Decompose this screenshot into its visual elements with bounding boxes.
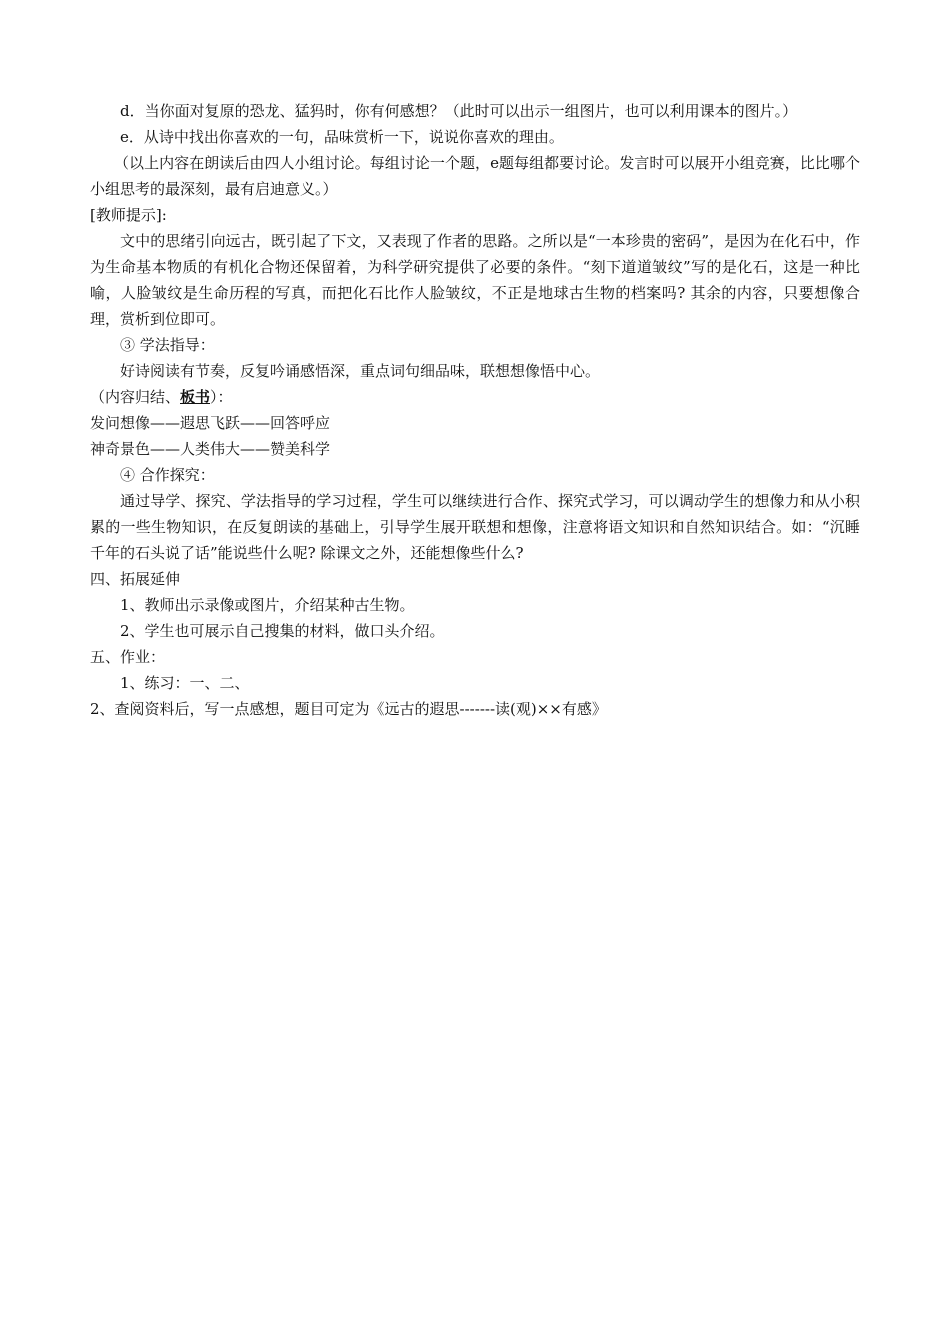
coop-label: ④ 合作探究：: [120, 466, 215, 484]
summary-prefix: （内容归结、: [90, 388, 181, 406]
summary-suffix: ）：: [210, 388, 233, 406]
teacher-tip-body: 文中的思绪引向远古，既引起了下文，又表现了作者的思路。之所以是“一本珍贵的密码”，是因为在化石中，作为生命基本物质的有机化合物还保留着，为科学研究提供了必要的条件。“刻下道道皱纹”写的是化石，这是一种比喻，人脸皱纹是生命历程的写真，而把化石比作人脸皱纹，不正是地球古生物的档案吗? 其余的内容，只要想像合理，赏析到位即可。: [90, 232, 860, 328]
summary-line-2: 神奇景色——人类伟大——赞美科学: [90, 440, 331, 458]
section-5-item-1: 1、练习：一、二、: [120, 674, 250, 692]
discussion-note: （以上内容在朗读后由四人小组讨论。每组讨论一个题，e题每组都要讨论。发言时可以展开小组竞赛，比比哪个小组思考的最深刻，最有启迪意义。）: [90, 154, 860, 198]
section-4-item-2: 2、学生也可展示自己搜集的材料，做口头介绍。: [120, 622, 445, 640]
document-page: [90, 98, 860, 722]
method-label: ③ 学法指导：: [120, 336, 215, 354]
section-4-heading: 四、拓展延伸: [90, 570, 181, 588]
summary-line-1: 发问想像——遐思飞跃——回答呼应: [90, 414, 331, 432]
section-5-heading: 五、作业：: [90, 648, 166, 666]
summary-bold-text: 板书: [180, 388, 211, 406]
question-d: d．当你面对复原的恐龙、猛犸时，你有何感想？（此时可以出示一组图片，也可以利用课本的图片。）: [120, 102, 798, 120]
summary-heading: [90, 384, 860, 410]
question-e: e．从诗中找出你喜欢的一句，品味赏析一下，说说你喜欢的理由。: [120, 128, 564, 146]
section-5-item-2: 2、查阅资料后，写一点感想，题目可定为《远古的遐思-------读(观)××有感》: [90, 700, 607, 718]
method-body: 好诗阅读有节奏，反复吟诵感悟深，重点词句细品味，联想想像悟中心。: [120, 362, 601, 380]
coop-body: 通过导学、探究、学法指导的学习过程，学生可以继续进行合作、探究式学习，可以调动学生的想像力和从小积累的一些生物知识，在反复朗读的基础上，引导学生展开联想和想像，注意将语文知识和自然知识结合。如：“沉睡千年的石头说了话”能说些什么呢? 除课文之外，还能想像些什么?: [90, 492, 860, 562]
section-4-item-1: 1、教师出示录像或图片，介绍某种古生物。: [120, 596, 415, 614]
teacher-tip-label: [教师提示]:: [90, 206, 167, 224]
